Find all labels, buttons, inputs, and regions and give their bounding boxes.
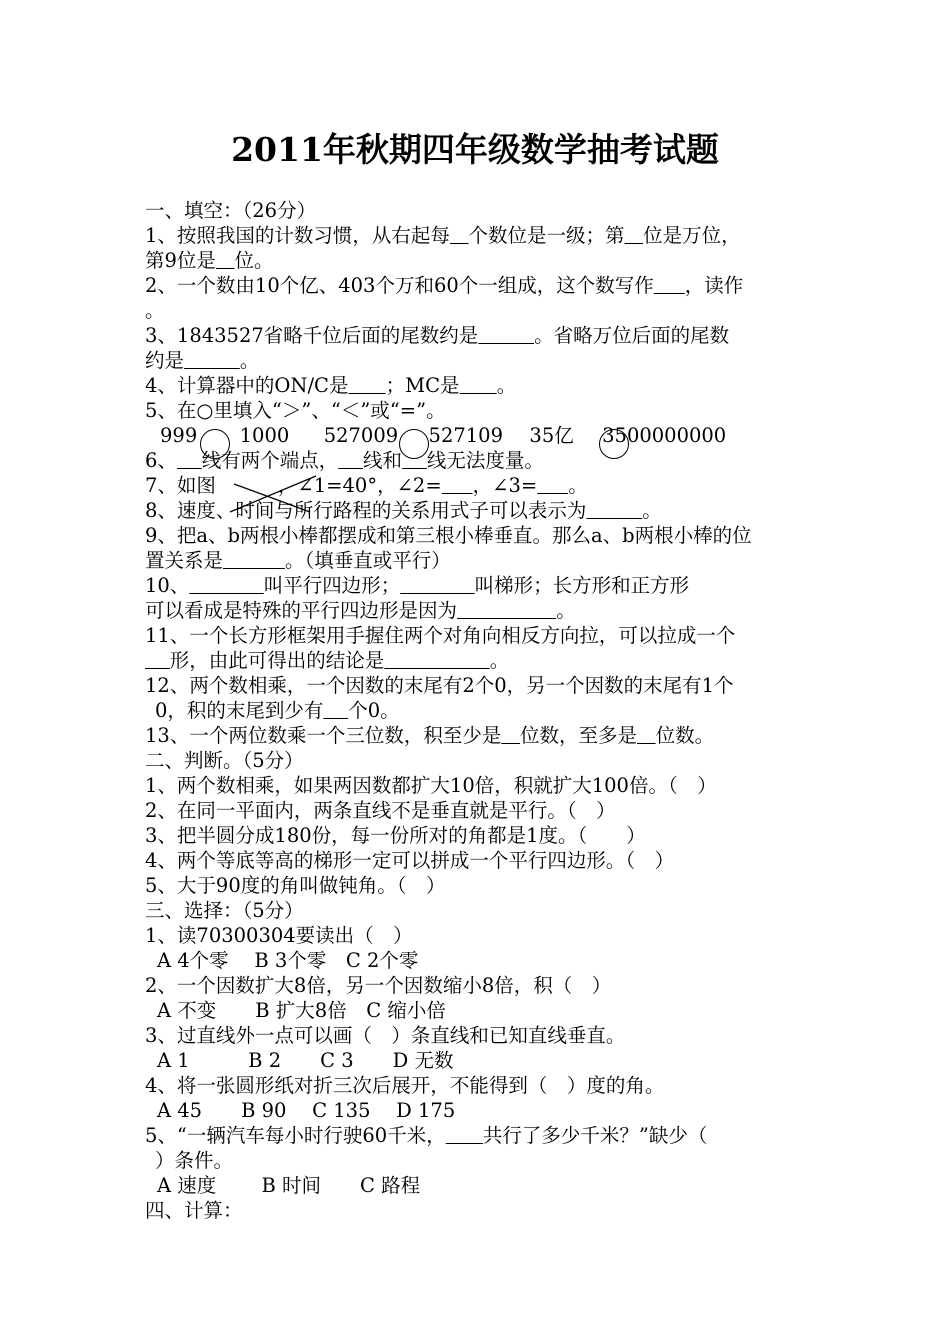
question-2-line-2: 。	[145, 299, 165, 322]
judge-item-5: 5、大于90度的角叫做钝角。（ ）	[145, 874, 446, 897]
choice-options-2: A 不变 B 扩大8倍 C 缩小倍	[157, 999, 446, 1022]
answer-blank[interactable]	[216, 249, 235, 272]
question-13: 13、一个两位数乘一个三位数，积至少是 位数，至多是 位数。	[145, 724, 715, 747]
answer-blank[interactable]	[177, 449, 202, 472]
exam-title: 2011年秋期四年级数学抽考试题	[231, 130, 719, 169]
question-3-line-1: 3、1843527省略千位后面的尾数约是 。省略万位后面的尾数	[145, 324, 730, 347]
answer-blank[interactable]	[400, 574, 474, 597]
answer-blank[interactable]	[145, 649, 170, 672]
answer-blank[interactable]	[223, 549, 285, 572]
question-7: 7、如图 ，∠1=40°，∠2= ，∠3= 。	[145, 474, 588, 497]
question-12-line-1: 12、两个数相乘，一个因数的末尾有2个0，另一个因数的末尾有1个	[145, 674, 734, 697]
answer-blank[interactable]	[446, 1124, 483, 1147]
answer-blank[interactable]	[637, 724, 656, 747]
choice-question-1: 1、读70300304要读出（ ）	[145, 924, 413, 947]
answer-blank[interactable]	[501, 724, 520, 747]
answer-blank[interactable]	[348, 374, 385, 397]
question-5-comparisons: 999 1000 527009 527109 35亿 3500000000	[160, 424, 727, 447]
question-8: 8、速度、时间与所行路程的关系用式子可以表示为 。	[145, 499, 662, 522]
answer-blank[interactable]	[338, 449, 363, 472]
question-4: 4、计算器中的ON/C是 ；MC是 。	[145, 374, 517, 397]
question-6: 6、 线有两个端点， 线和 线无法度量。	[145, 449, 544, 472]
choice-options-4: A 45 B 90 C 135 D 175	[157, 1099, 456, 1122]
question-2-line-1: 2、一个数由10个亿、403个万和60个一组成，这个数写作 ，读作	[145, 274, 744, 297]
choice-options-1: A 4个零 B 3个零 C 2个零	[157, 949, 419, 972]
answer-blank[interactable]	[654, 274, 685, 297]
question-9-line-1: 9、把a、b两根小棒都摆成和第三根小棒垂直。那么a、b两根小棒的位	[145, 524, 752, 547]
answer-blank[interactable]	[323, 699, 348, 722]
question-10-line-1: 10、 叫平行四边形； 叫梯形；长方形和正方形	[145, 574, 690, 597]
answer-blank[interactable]	[537, 474, 568, 497]
answer-blank[interactable]	[402, 449, 427, 472]
choice-options-3: A 1 B 2 C 3 D 无数	[157, 1049, 454, 1072]
answer-blank[interactable]	[478, 324, 534, 347]
judge-item-4: 4、两个等底等高的梯形一定可以拼成一个平行四边形。（ ）	[145, 849, 675, 872]
question-11-line-1: 11、一个长方形框架用手握住两个对角向相反方向拉，可以拉成一个	[145, 624, 736, 647]
judge-item-2: 2、在同一平面内，两条直线不是垂直就是平行。（ ）	[145, 799, 616, 822]
judge-item-1: 1、两个数相乘，如果两因数都扩大10倍，积就扩大100倍。（ ）	[145, 774, 717, 797]
answer-blank[interactable]	[189, 574, 263, 597]
question-1-line-2: 第9位是 位。	[145, 249, 274, 272]
answer-blank[interactable]	[450, 224, 469, 247]
question-3-line-2: 约是 。	[145, 349, 260, 372]
answer-blank[interactable]	[442, 474, 473, 497]
question-10-line-2: 可以看成是特殊的平行四边形是因为 。	[145, 599, 576, 622]
choice-question-5-line-1: 5、“一辆汽车每小时行驶60千米， 共行了多少千米？”缺少（	[145, 1124, 708, 1147]
choice-question-4: 4、将一张圆形纸对折三次后展开，不能得到（ ）度的角。	[145, 1074, 665, 1097]
choice-options-5: A 速度 B 时间 C 路程	[157, 1174, 421, 1197]
choice-question-3: 3、过直线外一点可以画（ ）条直线和已知直线垂直。	[145, 1024, 626, 1047]
question-1-line-1: 1、按照我国的计数习惯，从右起每 个数位是一级；第 位是万位，	[145, 224, 741, 247]
question-11-line-2: 形，由此可得出的结论是 。	[145, 649, 810, 673]
question-12-line-2: 0，积的末尾到少有 个0。	[155, 699, 400, 722]
answer-blank[interactable]	[586, 499, 642, 522]
answer-blank[interactable]	[384, 649, 489, 672]
question-9-line-2: 置关系是 。（填垂直或平行）	[145, 549, 451, 572]
answer-blank[interactable]	[460, 374, 497, 397]
choice-question-2: 2、一个因数扩大8倍，另一个因数缩小8倍，积（ ）	[145, 974, 612, 997]
section-calculation-heading: 四、计算：	[145, 1199, 243, 1222]
answer-blank[interactable]	[457, 599, 556, 622]
answer-blank[interactable]	[625, 224, 644, 247]
section-true-false-heading: 二、判断。（5分）	[145, 749, 304, 772]
judge-item-3: 3、把半圆分成180份，每一份所对的角都是1度。（ ）	[145, 824, 646, 847]
answer-blank[interactable]	[184, 349, 240, 372]
section-choice-heading: 三、选择：（5分）	[145, 899, 304, 922]
section-fill-blank-heading: 一、填空：（26分）	[145, 199, 317, 222]
choice-question-5-line-2: ）条件。	[155, 1149, 234, 1172]
question-5: 5、在○里填入“＞”、“＜”或“=”。	[145, 399, 446, 422]
